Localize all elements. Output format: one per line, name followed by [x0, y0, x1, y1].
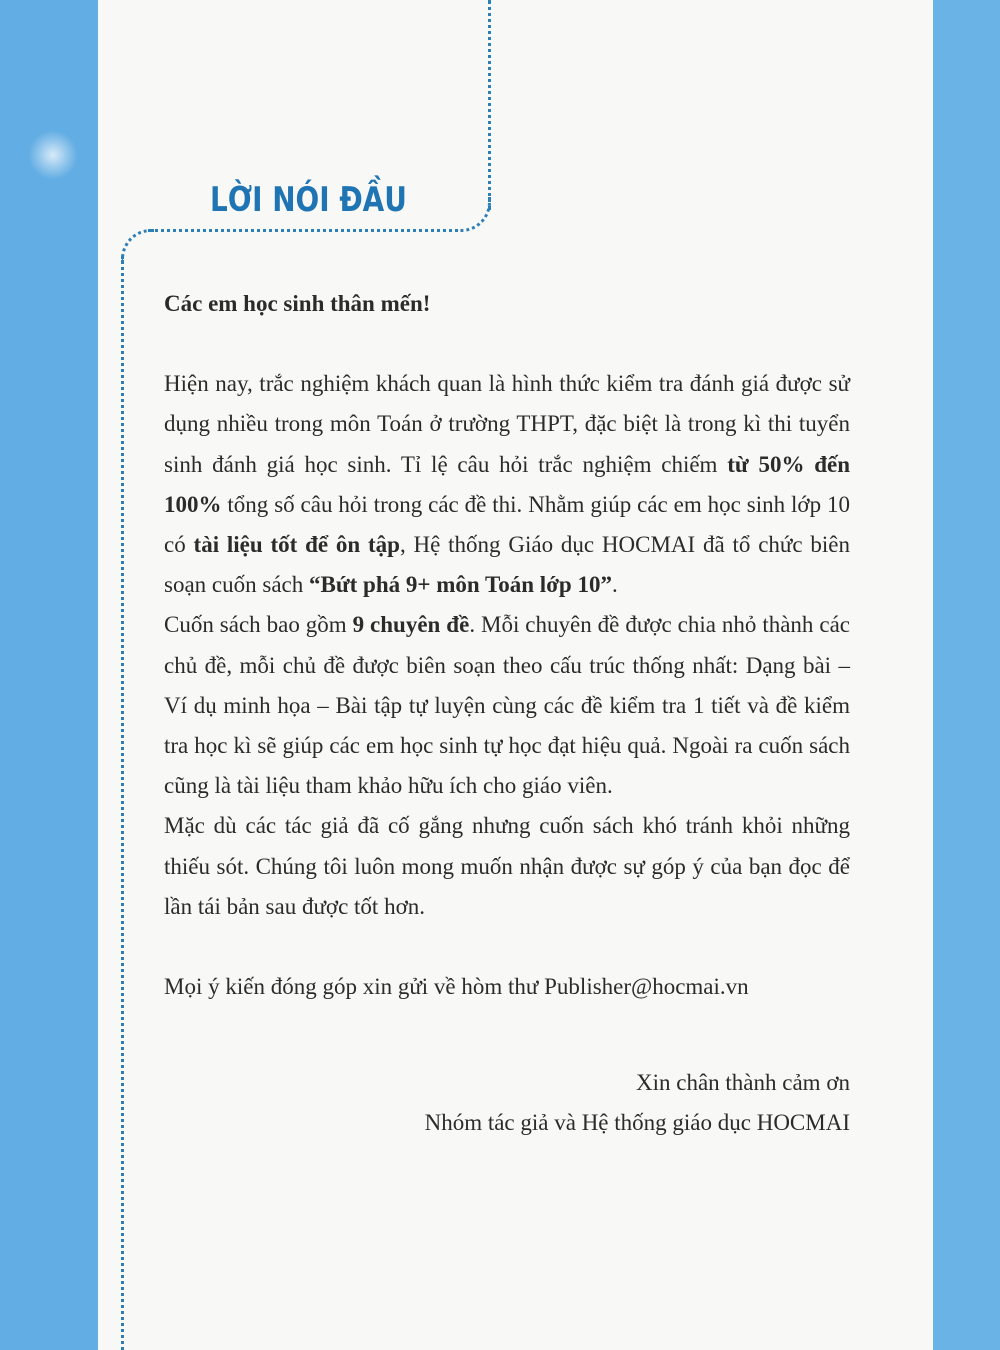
bold-segment: từ 50% đến 100% [164, 451, 851, 517]
email-line: Mọi ý kiến đóng góp xin gửi về hòm thư Publisher@hocmai.vn [164, 974, 749, 1000]
dotted-frame-line [488, 0, 491, 210]
text-segment: Cuốn sách bao gồm [164, 612, 353, 638]
book-title: “Bứt phá 9+ môn Toán lớp 10” [309, 572, 612, 598]
signature-line: Nhóm tác giả và Hệ thống giáo dục HOCMAI [424, 1110, 850, 1136]
paragraph-intro [164, 364, 850, 605]
text-segment: . Mỗi chuyên đề được chia nhỏ thành các chủ đề, mỗi chủ đề được biên soạn theo cấu trúc thống nhất: Dạng bài – Ví dụ minh họa – Bài tập tự luyện cùng các đề kiểm tra 1 tiết và đề kiểm tra học kì sẽ giúp các em học sinh tự học đạt hiệu quả. Ngoài ra cuốn sách cũng là tài liệu tham khảo hữu ích cho giáo viên. [164, 612, 850, 799]
dotted-frame-line [148, 229, 458, 232]
text-segment: tổng số câu hỏi trong các đề thi. Nhằm giúp các em học sinh lớp 10 có [164, 491, 850, 558]
paragraph-structure [164, 605, 850, 806]
right-cover-strip [933, 0, 1000, 1350]
bold-segment: 9 chuyên đề [352, 612, 470, 638]
page-title: LỜI NÓI ĐẦU [210, 180, 407, 220]
text-segment: , Hệ thống Giáo dục HOCMAI đã tổ chức biên soạn cuốn sách [164, 532, 850, 598]
greeting: Các em học sinh thân mến! [164, 291, 431, 316]
text-segment: . [611, 572, 618, 598]
preface-body [164, 284, 850, 1144]
paper-speck [28, 130, 78, 180]
paragraph-feedback: Mặc dù các tác giả đã cố gắng nhưng cuốn sách khó tránh khỏi những thiếu sót. Chúng tôi luôn mong muốn nhận được sự góp ý của bạn đọc để lần tái bản sau được tốt hơn. [164, 813, 850, 919]
dotted-frame-line [121, 256, 124, 1350]
bold-segment: tài liệu tốt để ôn tập [193, 532, 400, 558]
left-cover-strip [0, 0, 98, 1350]
closing-line: Xin chân thành cảm ơn [636, 1070, 850, 1096]
text-segment: Hiện nay, trắc nghiệm khách quan là hình thức kiểm tra đánh giá được sử dụng nhiều trong môn Toán ở trường THPT, đặc biệt là trong kì thi tuyển sinh đánh giá học sinh. Tỉ lệ câu hỏi trắc nghiệm chiếm [164, 371, 850, 477]
